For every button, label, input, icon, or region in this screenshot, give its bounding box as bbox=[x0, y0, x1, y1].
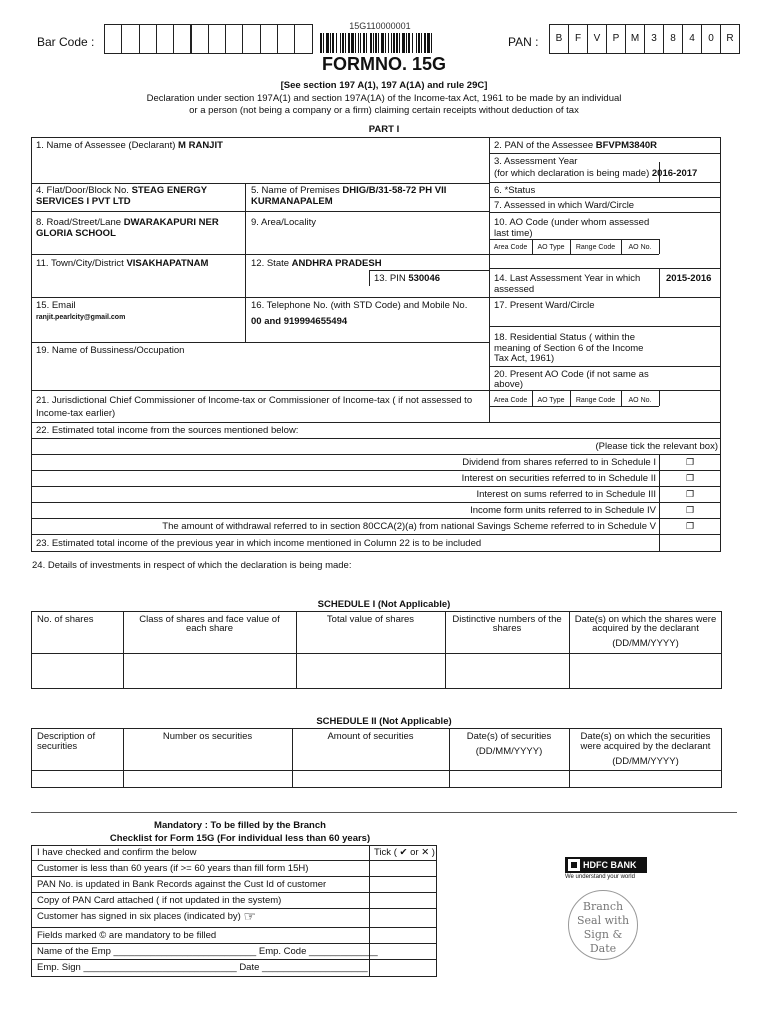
barcode-bar bbox=[323, 33, 324, 53]
road-street-label: 8. Road/Street/Lane DWARAKAPURI NER bbox=[36, 217, 219, 228]
state-label: 12. State ANDHRA PRADESH bbox=[251, 258, 382, 269]
last-assessment-label-2: assessed bbox=[494, 284, 535, 295]
barcode-cell[interactable] bbox=[139, 24, 157, 54]
flat-door-value-2: SERVICES I PVT LTD bbox=[36, 196, 131, 207]
schedule1-col-class-2: each share bbox=[185, 623, 233, 634]
schedule2-col-dates-format: (DD/MM/YYYY) bbox=[475, 746, 543, 757]
ao-code-label: 10. AO Code (under whom assessed bbox=[494, 217, 650, 228]
seal-line-1: Branch bbox=[582, 900, 624, 913]
barcode-bar bbox=[363, 33, 365, 53]
barcode-bar bbox=[388, 33, 389, 53]
barcode-bar bbox=[416, 33, 417, 53]
tick-note: (Please tick the relevant box) bbox=[595, 441, 718, 452]
part-title: PART I bbox=[368, 124, 400, 135]
schedule1-title: SCHEDULE I (Not Applicable) bbox=[317, 599, 451, 610]
flat-door-label: 4. Flat/Door/Block No. STEAG ENERGY bbox=[36, 185, 208, 196]
ao-no-header-2: AO No. bbox=[628, 397, 652, 404]
pin-value: 530046 bbox=[408, 273, 441, 284]
pan-char-cell: B bbox=[549, 24, 569, 54]
pan-assessee-value: BFVPM3840R bbox=[595, 140, 657, 151]
barcode-bar bbox=[408, 33, 410, 53]
barcode-bar bbox=[320, 33, 322, 53]
schedule1-col-distinctive-2: shares bbox=[492, 623, 522, 634]
source-dividend-label: Dividend from shares referred to in Schedule I bbox=[462, 457, 656, 468]
hdfc-logo bbox=[565, 857, 647, 873]
barcode-bar bbox=[340, 33, 341, 53]
premises-label: 5. Name of Premises DHIG/B/31-58-72 PH VII bbox=[251, 185, 447, 196]
seal-line-3: Sign & bbox=[583, 928, 623, 941]
barcode-label: Bar Code : bbox=[37, 35, 95, 49]
barcode-bar bbox=[326, 33, 329, 53]
ao-code-label-2: last time) bbox=[494, 228, 533, 239]
residential-status-label-2: meaning of Section 6 of the Income bbox=[494, 343, 644, 354]
barcode-bar bbox=[396, 33, 398, 53]
barcode-cell[interactable] bbox=[242, 24, 260, 54]
barcode-bar bbox=[427, 33, 430, 53]
assessment-year-value: 2016-2017 bbox=[651, 168, 698, 179]
pan-char-cell: 4 bbox=[682, 24, 702, 54]
checklist-row-mandatory: Fields marked © are mandatory to be filled bbox=[37, 930, 217, 941]
schedule1-col-class: Class of shares and face value of bbox=[139, 614, 280, 625]
seal-line-4: Date bbox=[589, 942, 617, 955]
barcode-cell[interactable] bbox=[208, 24, 226, 54]
present-ao-code-label-2: above) bbox=[494, 379, 524, 390]
ao-range-code-header: Range Code bbox=[575, 244, 616, 251]
barcode-bar bbox=[342, 33, 344, 53]
source-dividend-checkbox[interactable]: ❐ bbox=[685, 457, 695, 467]
bank-tagline: We understand your world bbox=[565, 874, 635, 880]
pan-assessee-label: 2. PAN of the Assessee BFVPM3840R bbox=[494, 140, 657, 151]
barcode-bar bbox=[360, 33, 361, 53]
checklist-row-age: Customer is less than 60 years (if >= 60 years than fill form 15H) bbox=[37, 863, 309, 874]
source-securities-label: Interest on securities referred to in Schedule II bbox=[461, 473, 656, 484]
schedule1-col-dates-format: (DD/MM/YYYY) bbox=[612, 638, 679, 649]
ao-range-code-header-2: Range Code bbox=[575, 397, 616, 404]
pan-char-cell: 0 bbox=[701, 24, 721, 54]
barcode-bar bbox=[412, 33, 413, 53]
area-locality-label: 9. Area/Locality bbox=[251, 217, 316, 228]
barcode-bar bbox=[358, 33, 359, 53]
checklist-row-signed: Customer has signed in six places (indicated by) ☞ bbox=[37, 908, 257, 924]
barcode-cell[interactable] bbox=[121, 24, 139, 54]
hdfc-logo-icon bbox=[568, 859, 580, 871]
barcode-bar bbox=[375, 33, 377, 53]
schedule2-title: SCHEDULE II (Not Applicable) bbox=[316, 716, 452, 727]
barcode-bar bbox=[399, 33, 400, 53]
barcode-cell[interactable] bbox=[277, 24, 295, 54]
previous-year-income-label: 23. Estimated total income of the previous year in which income mentioned in Column 22 is to be included bbox=[36, 538, 482, 549]
telephone-value: 00 and 919994655494 bbox=[251, 316, 348, 327]
business-occupation-label: 19. Name of Bussiness/Occupation bbox=[36, 345, 185, 356]
seal-line-2: Seal with bbox=[576, 914, 630, 927]
checklist-row-emp-sign[interactable]: Emp. Sign _____________________________ Date ____________________ bbox=[37, 962, 368, 973]
schedule1-col-dates: Date(s) on which the shares were bbox=[574, 614, 717, 625]
road-street-value: DWARAKAPURI NER bbox=[123, 217, 219, 228]
barcode-bar bbox=[424, 33, 426, 53]
branch-title: Mandatory : To be filled by the Branch bbox=[154, 820, 326, 831]
barcode-bar bbox=[336, 33, 337, 53]
barcode-cell[interactable] bbox=[191, 24, 209, 54]
ao-type-header: AO Type bbox=[537, 244, 565, 251]
ao-no-header: AO No. bbox=[628, 244, 652, 251]
town-city-label: 11. Town/City/District VISAKHAPATNAM bbox=[36, 258, 209, 269]
source-sums-label: Interest on sums referred to in Schedule III bbox=[476, 489, 656, 500]
source-nss-checkbox[interactable]: ❐ bbox=[685, 521, 695, 531]
present-ward-label: 17. Present Ward/Circle bbox=[494, 300, 595, 311]
schedule2-col-number: Number os securities bbox=[162, 731, 253, 742]
road-street-value-2: GLORIA SCHOOL bbox=[36, 228, 116, 239]
status-label: 6. *Status bbox=[494, 185, 536, 196]
barcode-bar bbox=[351, 33, 354, 53]
barcode-bar bbox=[418, 33, 420, 53]
barcode-bar bbox=[381, 33, 384, 53]
pan-char-cell: V bbox=[587, 24, 607, 54]
barcode-bar bbox=[431, 33, 432, 53]
schedule1-col-dates-2: acquired by the declarant bbox=[592, 623, 699, 634]
form-subtitle: [See section 197 A(1), 197 A(1A) and rule 29C] bbox=[280, 80, 488, 91]
barcode-image bbox=[318, 33, 438, 53]
barcode-bar bbox=[406, 33, 407, 53]
barcode-bar bbox=[345, 33, 346, 53]
schedule1-col-shares: No. of shares bbox=[37, 614, 94, 625]
source-securities-checkbox[interactable]: ❐ bbox=[685, 473, 695, 483]
flat-door-value: STEAG ENERGY bbox=[131, 185, 208, 196]
ao-type-header-2: AO Type bbox=[537, 397, 565, 404]
checklist-row-emp-name[interactable]: Name of the Emp ___________________________ Emp. Code _____________ bbox=[37, 946, 378, 957]
schedule1-col-total-value: Total value of shares bbox=[326, 614, 415, 625]
premises-value: DHIG/B/31-58-72 PH VII bbox=[342, 185, 447, 196]
source-nss-label: The amount of withdrawal referred to in section 80CCA(2)(a) from national Savings Scheme referred to in Schedule V bbox=[162, 521, 656, 532]
branch-seal-area[interactable] bbox=[568, 890, 638, 960]
schedule2-col-description-2: securities bbox=[37, 741, 78, 752]
last-assessment-value: 2015-2016 bbox=[666, 273, 712, 284]
pan-char-cell: M bbox=[625, 24, 645, 54]
bank-name: HDFC BANK bbox=[583, 860, 637, 870]
schedule2-col-amount: Amount of securities bbox=[327, 731, 414, 742]
barcode-cell[interactable] bbox=[156, 24, 174, 54]
barcode-bar bbox=[332, 33, 334, 53]
present-ao-code-label: 20. Present AO Code (if not same as bbox=[494, 369, 649, 380]
barcode-bar bbox=[402, 33, 405, 53]
barcode-cell[interactable] bbox=[294, 24, 312, 54]
barcode-bar bbox=[378, 33, 379, 53]
assessment-year-sublabel: (for which declaration is being made) 2016-2017 bbox=[494, 168, 698, 179]
pan-char-cell: 8 bbox=[663, 24, 683, 54]
town-city-value: VISAKHAPATNAM bbox=[126, 258, 209, 269]
pan-char-cell: R bbox=[720, 24, 740, 54]
checklist-title: Checklist for Form 15G (For individual less than 60 years) bbox=[109, 833, 371, 844]
barcode-bar bbox=[393, 33, 395, 53]
pan-char-cell: 3 bbox=[644, 24, 664, 54]
declaration-line-1: Declaration under section 197A(1) and section 197A(1A) of the Income-tax Act, 1961 to be made by an individual bbox=[146, 93, 622, 104]
checklist-row-confirm: I have checked and confirm the below bbox=[37, 847, 197, 858]
barcode-bar bbox=[391, 33, 392, 53]
pan-char-cell: F bbox=[568, 24, 588, 54]
barcode-bar bbox=[373, 33, 374, 53]
barcode-bar bbox=[370, 33, 372, 53]
schedule2-col-dates: Date(s) of securities bbox=[466, 731, 552, 742]
barcode-cell[interactable] bbox=[104, 24, 122, 54]
email-label: 15. Email bbox=[36, 300, 76, 311]
barcode-bar bbox=[421, 33, 422, 53]
residential-status-label: 18. Residential Status ( within the bbox=[494, 332, 635, 343]
declaration-line-2: or a person (not being a company or a firm) claiming certain receipts without deduction of tax bbox=[189, 105, 579, 116]
source-sums-checkbox[interactable]: ❐ bbox=[685, 489, 695, 499]
jurisdictional-label: 21. Jurisdictional Chief Commissioner of Income-tax or Commissioner of Income-tax ( if not assessed to bbox=[36, 395, 473, 406]
premises-value-2: KURMANAPALEM bbox=[251, 196, 333, 207]
barcode-bar bbox=[348, 33, 350, 53]
last-assessment-label: 14. Last Assessment Year in which bbox=[494, 273, 641, 284]
barcode-number: 15G110000001 bbox=[349, 21, 411, 31]
ao-area-code-header: Area Code bbox=[493, 244, 528, 251]
assessee-name-value: M RANJIT bbox=[178, 140, 223, 151]
assessee-name-label: 1. Name of Assessee (Declarant) M RANJIT bbox=[36, 140, 223, 151]
state-value: ANDHRA PRADESH bbox=[291, 258, 382, 269]
barcode-cell[interactable] bbox=[173, 24, 191, 54]
barcode-bar bbox=[355, 33, 356, 53]
email-value: ranjit.pearlcity@gmail.com bbox=[36, 314, 126, 321]
residential-status-label-3: Tax Act, 1961) bbox=[494, 353, 555, 364]
ao-area-code-header-2: Area Code bbox=[493, 397, 528, 404]
schedule2-col-acquired-format: (DD/MM/YYYY) bbox=[612, 756, 679, 767]
checklist-row-pan-copy: Copy of PAN Card attached ( if not updated in the system) bbox=[37, 895, 282, 906]
barcode-bar bbox=[366, 33, 367, 53]
barcode-cell[interactable] bbox=[260, 24, 278, 54]
investment-details-label: 24. Details of investments in respect of which the declaration is being made: bbox=[32, 560, 352, 571]
schedule2-col-acquired-2: were acquired by the declarant bbox=[580, 741, 711, 752]
barcode-bar bbox=[330, 33, 331, 53]
pin-label: 13. PIN 530046 bbox=[374, 273, 441, 284]
assessment-year-label: 3. Assessment Year bbox=[494, 156, 578, 167]
telephone-label: 16. Telephone No. (with STD Code) and Mobile No. bbox=[251, 300, 468, 311]
schedule2-col-acquired: Date(s) on which the securities bbox=[580, 731, 711, 742]
pan-char-cell: P bbox=[606, 24, 626, 54]
pointing-hand-icon: ☞ bbox=[243, 908, 257, 924]
pan-label: PAN : bbox=[508, 35, 539, 49]
checklist-tick-header: Tick ( ✔ or ✕ ) bbox=[374, 847, 435, 858]
barcode-bar bbox=[385, 33, 386, 53]
source-units-label: Income form units referred to in Schedule IV bbox=[470, 505, 656, 516]
jurisdictional-label-2: Income-tax earlier) bbox=[36, 408, 116, 419]
checklist-row-pan-updated: PAN No. is updated in Bank Records against the Cust Id of customer bbox=[37, 879, 327, 890]
schedule2-col-description: Description of bbox=[37, 731, 96, 742]
source-units-checkbox[interactable]: ❐ bbox=[685, 505, 695, 515]
estimated-income-label: 22. Estimated total income from the sources mentioned below: bbox=[36, 425, 299, 436]
barcode-cell[interactable] bbox=[225, 24, 243, 54]
section-divider bbox=[31, 812, 737, 813]
ward-circle-label: 7. Assessed in which Ward/Circle bbox=[494, 200, 635, 211]
form-title: FORMNO. 15G bbox=[321, 54, 446, 74]
schedule1-col-distinctive: Distinctive numbers of the bbox=[452, 614, 562, 625]
